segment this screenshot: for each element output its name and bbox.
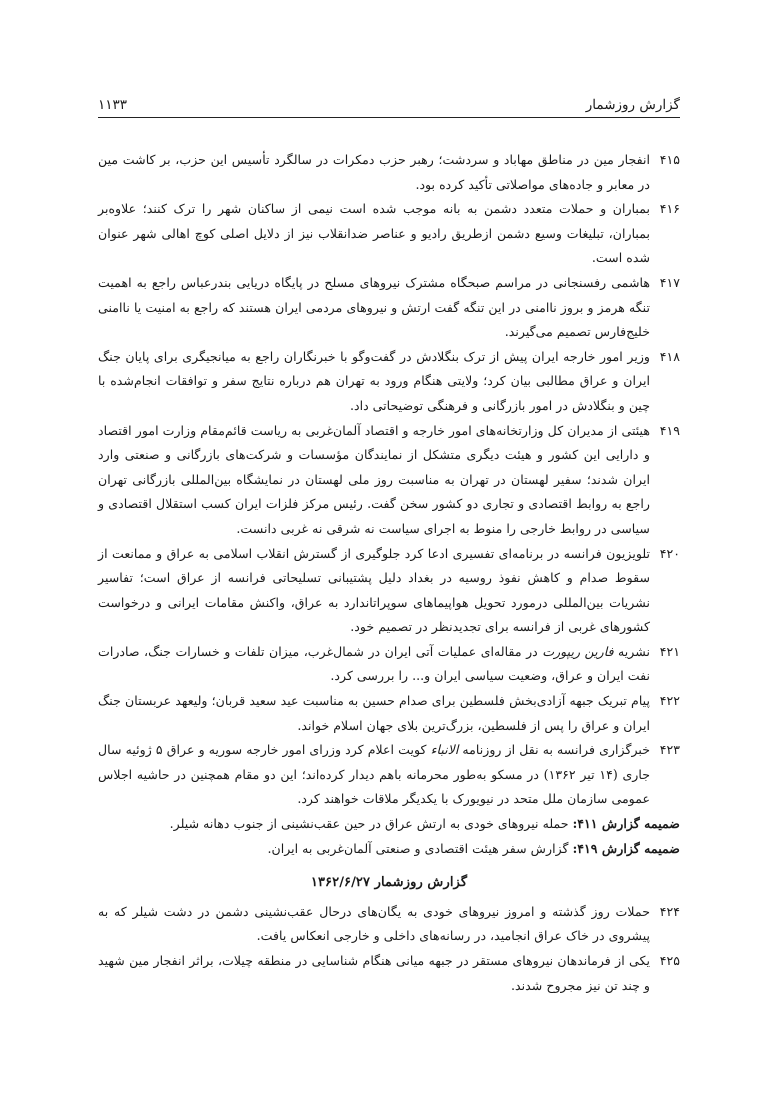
item-text: انفجار مین در مناطق مهاباد و سردشت؛ رهبر حزب دمکرات در سالگرد تأسیس این حزب، بر کاشت مین در معابر و جاده‌های مواصلاتی تأکید کرده بود. — [98, 152, 650, 192]
item-text-after: کویت اعلام کرد وزرای امور خارجه سوریه و عراق ۵ ژوئیه سال جاری (۱۴ تیر ۱۳۶۲) در مسکو به‌طور محرمانه باهم دیدار کرده‌اند؛ این دو مقام همچنین در حاشیه اجلاس عمومی سازمان ملل متحد در نیویورک با یکدیگر ملاقات خواهند کرد. — [98, 742, 651, 807]
report-item-418 — [98, 345, 680, 419]
item-number: ۴۱۹ — [659, 422, 680, 438]
item-number: ۴۱۵ — [659, 152, 680, 167]
item-text-before: خبرگزاری فرانسه به نقل از روزنامه — [458, 742, 650, 758]
appendix-note — [98, 837, 680, 862]
item-text: بمباران و حملات متعدد دشمن به بانه موجب شده است نیمی از ساکنان شهر را ترک کنند؛ علاوه‌بر بمباران، تبلیغات وسیع دشمن ازطریق رادیو و عناصر ضدانقلاب نیز از دلایل اصلی کوچ اهالی شهر عنوان شده است. — [98, 201, 650, 266]
item-number: ۴۱۶ — [659, 201, 680, 217]
item-text: یکی از فرماندهان نیروهای مستقر در جبهه میانی هنگام شناسایی در منطقه چیلات، براثر انفجار مین شهید و چند تن نیز مجروح شدند. — [98, 953, 650, 993]
item-text-before: نشریه — [613, 643, 650, 659]
item-text-after: در مقاله‌ای عملیات آتی ایران در شمال‌غرب، میزان تلفات و خسارات جنگ، صادرات نفت ایران و عراق، وضعیت سیاسی ایران و... را بررسی کرد. — [98, 643, 650, 684]
report-item-423 — [98, 738, 680, 812]
item-number: ۴۲۵ — [659, 953, 680, 968]
item-text: تلویزیون فرانسه در برنامه‌ای تفسیری ادعا کرد جلوگیری از گسترش انقلاب اسلامی به عراق و ممانعت از سقوط صدام و کاهش نفوذ روسیه در بغداد دلیل پشتیبانی تسلیحاتی فرانسه از عراق است؛ تفاسیر نشریات بین‌المللی درمورد تحویل هواپیماهای سوپراتاندارد به عراق، واکنش مقامات ایرانی و درخواست کشورهای غربی از فرانسه برای تجدیدنظر در تصمیم خود. — [98, 545, 650, 635]
report-item-424 — [98, 900, 680, 949]
report-item-422 — [98, 689, 680, 738]
page-number: ۱۱۳۳ — [98, 97, 128, 113]
item-text: هاشمی رفسنجانی در مراسم صبحگاه مشترک نیروهای مسلح در پایگاه دریایی بندرعباس راجع به اهمیت تنگه هرمز و بروز ناامنی در این تنگه گفت ارتش و نیروهای مردمی ایران هستند که راجع به امنیت یا ناامنی خلیج‌فارس تصمیم می‌گیرند. — [98, 274, 650, 340]
appendix-label: ضمیمه گزارش ۴۱۹: — [572, 840, 680, 856]
item-number: ۴۲۴ — [659, 903, 680, 919]
item-text: هیئتی از مدیران کل وزارتخانه‌های امور خارجه و اقتصاد آلمان‌غربی به ریاست قائم‌مقام وزارت امور اقتصاد و دارایی این کشور و هیئت دیگری متشکل از نمایندگان مؤسسات و شرکت‌های بازرگانی و صنعتی وارد ایران شدند؛ سفیر لهستان در تهران به مناسبت روز ملی لهستان در نمایشگاه بین‌المللی بازرگانی تهران راجع به روابط اقتصادی و تجاری دو کشور سخن گفت. رئیس مرکز فلزات ایران کسب استقلال اقتصادی و سیاسی در روابط خارجی را منوط به اجرای سیاست نه شرقی نه غربی دانست. — [98, 422, 650, 536]
report-item-421 — [98, 640, 680, 689]
appendix-label: ضمیمه گزارش ۴۱۱: — [572, 816, 680, 832]
publication-name: فارین ریپورت — [542, 643, 614, 659]
item-text: وزیر امور خارجه ایران پیش از ترک بنگلادش در گفت‌وگو با خبرنگاران راجع به میانجیگری برای پایان جنگ ایران و عراق مطالبی بیان کرد؛ ولایتی هنگام ورود به تهران هم درباره نتایج سفر و توافقات انجام‌شده با چین و بنگلادش در امور بازرگانی و فرهنگی توضیحاتی داد. — [98, 348, 650, 413]
item-text: حملات روز گذشته و امروز نیروهای خودی به یگان‌های درحال عقب‌نشینی دشمن در دشت شیلر که به پیشروی در خاک عراق انجامید، در رسانه‌های داخلی و خارجی انعکاس یافت. — [98, 903, 650, 944]
report-item-419 — [98, 419, 680, 542]
report-item-415 — [98, 148, 680, 197]
running-header — [98, 95, 680, 118]
report-item-417 — [98, 271, 680, 345]
report-item-420 — [98, 542, 680, 640]
item-text: پیام تبریک جبهه آزادی‌بخش فلسطین برای صدام حسین به مناسبت عید سعید قربان؛ ولیعهد عربستان جنگ ایران و عراق را پس از فلسطین، بزرگ‌ترین بلای جهان اسلام خواند. — [98, 693, 650, 733]
page-body — [98, 148, 680, 998]
appendix-text: حمله نیروهای خودی به ارتش عراق در حین عقب‌نشینی از جنوب دهانه شیلر. — [169, 816, 573, 832]
item-number: ۴۲۲ — [659, 693, 680, 709]
item-number: ۴۲۳ — [659, 742, 680, 758]
item-number: ۴۱۸ — [659, 348, 680, 364]
section-heading: گزارش روزشمار ۱۳۶۲/۶/۲۷ — [310, 875, 468, 891]
publication-name: الانباء — [430, 742, 459, 758]
report-item-416 — [98, 197, 680, 271]
header-title: گزارش روزشمار — [585, 97, 680, 113]
item-number: ۴۲۱ — [659, 643, 680, 659]
report-item-425 — [98, 949, 680, 998]
appendix-note — [98, 812, 680, 837]
item-number: ۴۲۰ — [659, 545, 680, 561]
item-number: ۴۱۷ — [659, 274, 680, 290]
appendix-text: گزارش سفر هیئت اقتصادی و صنعتی آلمان‌غربی به ایران. — [267, 840, 573, 856]
